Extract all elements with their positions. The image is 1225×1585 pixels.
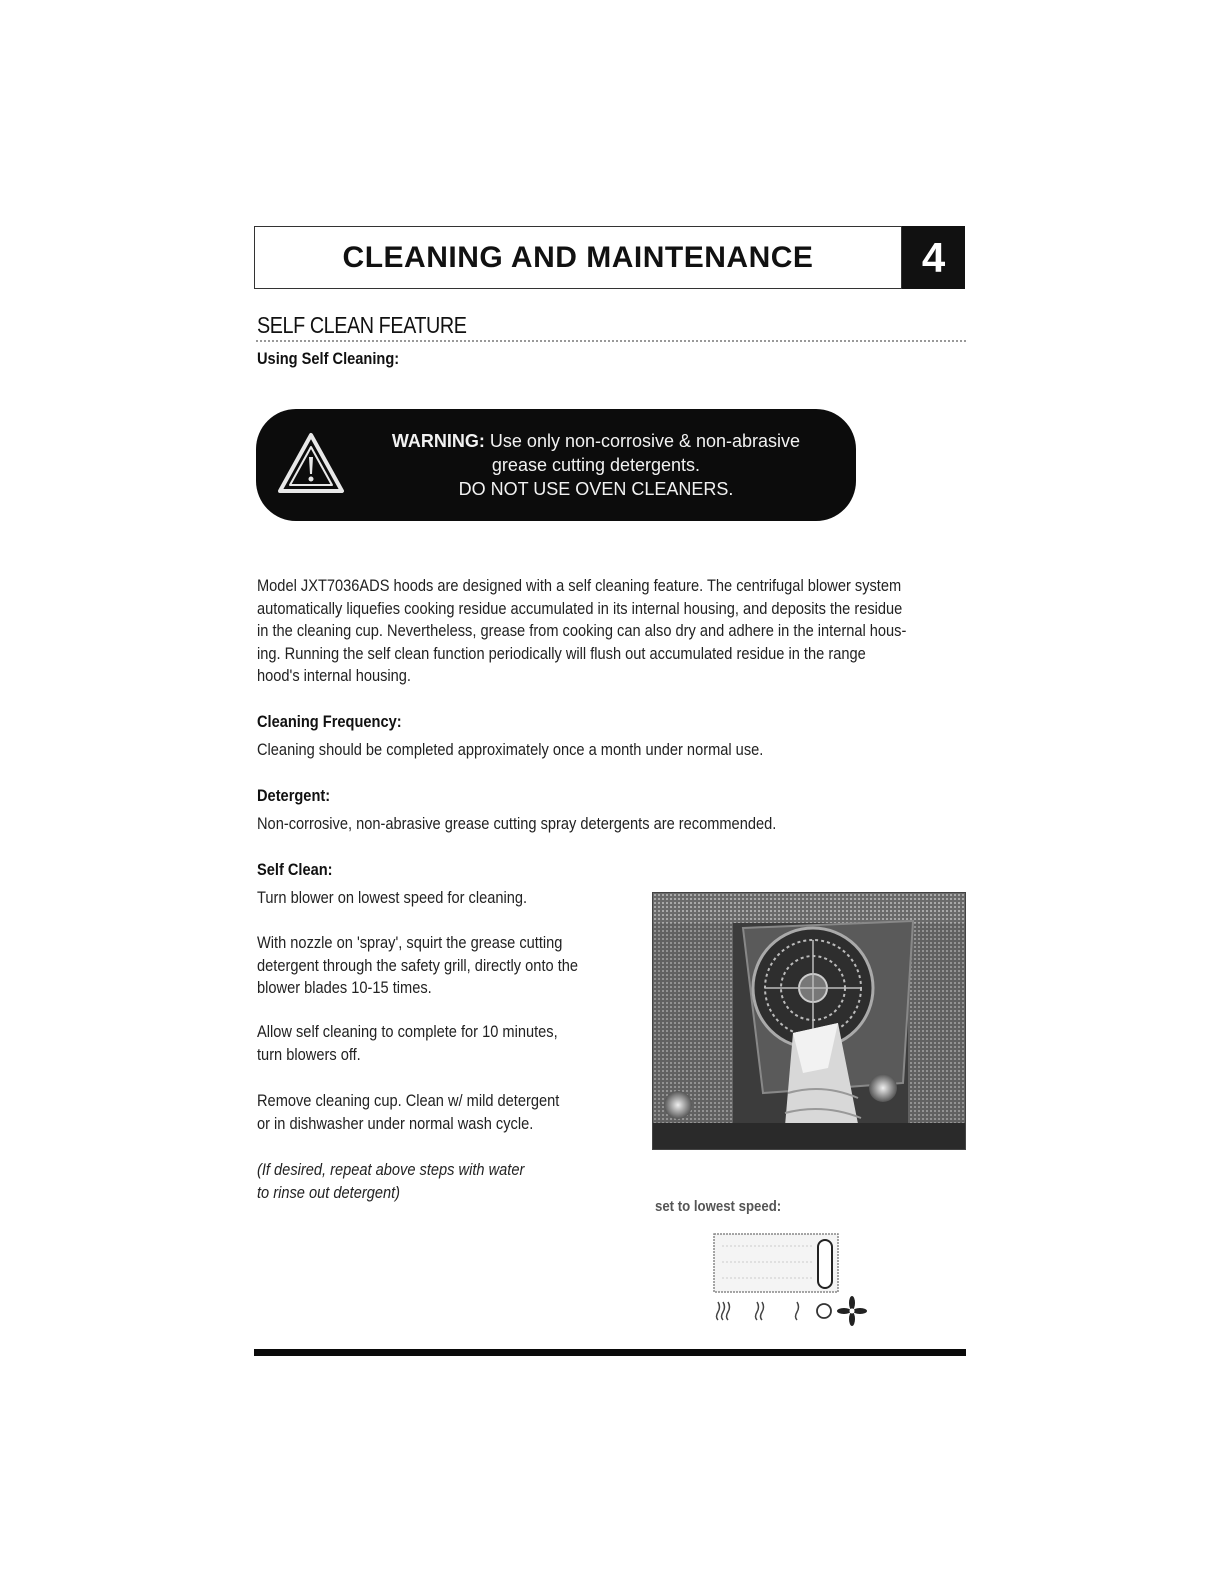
chapter-number-badge: 4 (902, 226, 965, 289)
speed-slider-knob (818, 1240, 832, 1288)
blower-cleaning-photo (652, 892, 966, 1150)
intro-line: automatically liquefies cooking residue accumulated in its internal housing, and deposits the residue (257, 598, 903, 618)
note-line: (If desired, repeat above steps with water (257, 1160, 525, 1179)
warning-triangle-icon (276, 431, 346, 495)
intro-line: hood's internal housing. (257, 666, 411, 685)
intro-line: ing. Running the self clean function periodically will flush out accumulated residue in the range (257, 643, 866, 663)
step-line: Allow self cleaning to complete for 10 minutes, (257, 1022, 558, 1041)
warning-line-1-text: Use only non-corrosive & non-abrasive (484, 431, 801, 451)
step-line: blower blades 10-15 times. (257, 978, 432, 997)
self-clean-step-1 (257, 887, 527, 910)
page-bottom-rule (254, 1349, 966, 1356)
warning-banner (256, 409, 856, 521)
self-clean-step-4 (257, 1090, 559, 1135)
low-heat-icon (796, 1302, 799, 1320)
step-line: With nozzle on 'spray', squirt the grease cutting (257, 933, 563, 952)
detergent-heading: Detergent: (257, 786, 331, 805)
off-circle-icon (817, 1304, 831, 1318)
detergent-text: Non-corrosive, non-abrasive grease cutting spray detergents are recommended. (257, 814, 777, 833)
section-title: SELF CLEAN FEATURE (257, 312, 467, 338)
step-line: or in dishwasher under normal wash cycle. (257, 1113, 534, 1133)
note-line: to rinse out detergent) (257, 1182, 401, 1202)
warning-message (356, 429, 836, 501)
warning-label: WARNING: (391, 431, 485, 451)
fan-icon (837, 1296, 867, 1326)
medium-heat-icon (756, 1302, 764, 1320)
self-clean-heading: Self Clean: (257, 860, 333, 879)
warning-line-2: grease cutting detergents. (491, 455, 701, 475)
self-clean-step-2 (257, 932, 578, 1000)
blower-photo-illustration (653, 893, 965, 1149)
speed-caption: set to lowest speed: (655, 1198, 782, 1215)
warning-line-3: DO NOT USE OVEN CLEANERS. (458, 479, 734, 499)
chapter-title: CLEANING AND MAINTENANCE (342, 240, 814, 274)
self-clean-step-3 (257, 1021, 558, 1066)
cleaning-frequency-heading: Cleaning Frequency: (257, 712, 402, 731)
high-heat-icon (717, 1302, 730, 1320)
using-self-cleaning-heading: Using Self Cleaning: (257, 349, 400, 368)
section-divider (256, 340, 966, 342)
chapter-header (254, 226, 902, 289)
cleaning-frequency-text: Cleaning should be completed approximately once a month under normal use. (257, 740, 764, 759)
intro-line: Model JXT7036ADS hoods are designed with a self cleaning feature. The centrifugal blower system (257, 576, 902, 595)
step-line: turn blowers off. (257, 1044, 361, 1064)
step-line: Remove cleaning cup. Clean w/ mild detergent (257, 1091, 560, 1110)
speed-selector-diagram (702, 1232, 877, 1327)
intro-line: in the cleaning cup. Nevertheless, grease from cooking can also dry and adhere in the internal hous- (257, 621, 907, 640)
rinse-note (257, 1159, 524, 1204)
step-line: detergent through the safety grill, directly onto the (257, 955, 579, 975)
warning-line-1 (356, 429, 836, 453)
intro-paragraph (257, 575, 906, 688)
step-line: Turn blower on lowest speed for cleaning. (257, 888, 528, 907)
